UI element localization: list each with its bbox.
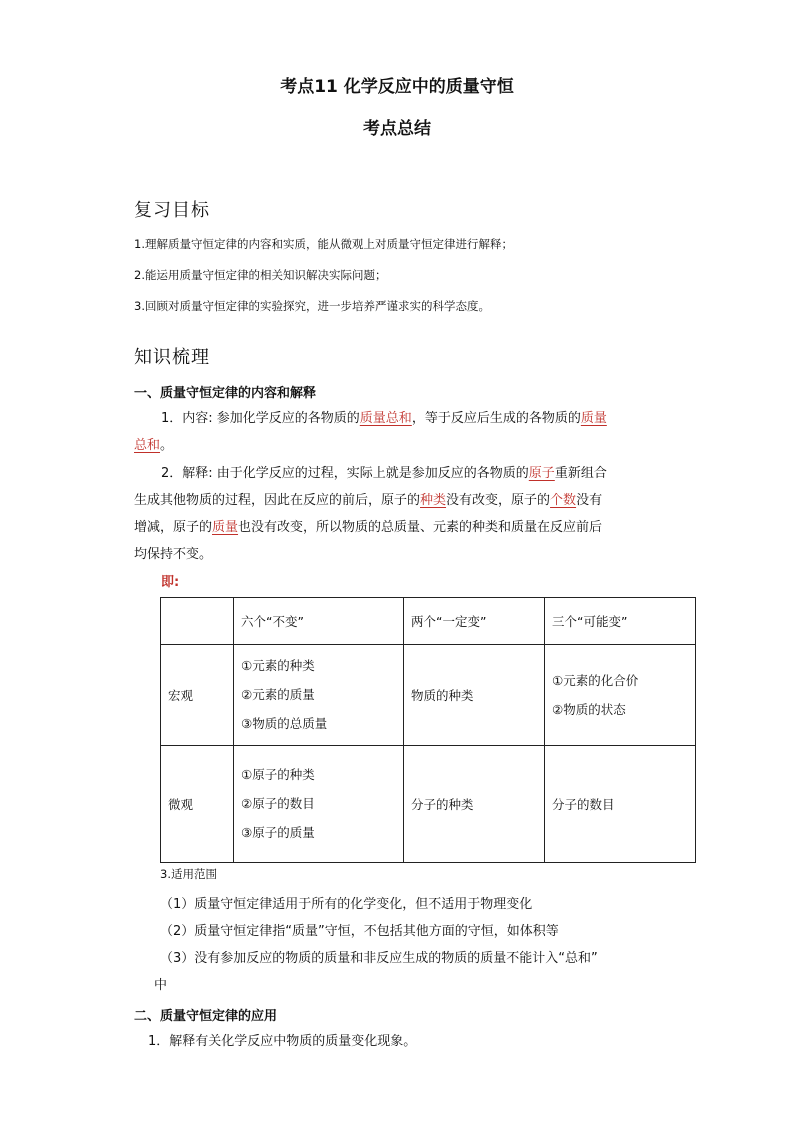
table-cell [545,645,696,746]
list-item: ②元素的质量 [241,687,315,702]
content-paragraph-line-1: 1．内容: 参加化学反应的各物质的质量总和，等于反应后生成的各物质的质量 [161,411,607,426]
table-header-cell: 两个“一定变” [404,598,545,645]
table-cell: 物质的种类 [404,645,545,746]
table-row-label: 宏观 [161,645,234,746]
table-cell: 分子的数目 [545,746,696,863]
content-paragraph-line-2: 总和。 [134,438,174,453]
list-item: ②物质的状态 [552,701,626,717]
explain-paragraph-line-2: 生成其他物质的过程，因此在反应的前后，原子的种类没有改变，原子的个数没有 [134,493,603,508]
section1-heading: 一、质量守恒定律的内容和解释 [134,386,317,401]
table-cell [234,746,404,863]
section2-item-1: 1．解释有关化学反应中物质的质量变化现象。 [148,1034,417,1049]
table-cell [234,645,404,746]
table-header-row [161,598,696,645]
explain-paragraph-line-3: 增减，原子的质量也没有改变，所以物质的总质量、元素的种类和质量在反应前后 [134,520,603,535]
list-item: ③物质的总质量 [241,716,328,731]
answer-atom: 原子 [528,466,555,481]
table-row [161,645,696,746]
list-item: ①原子的种类 [241,767,315,782]
page-subtitle: 考点总结 [363,119,431,139]
scope-heading: 3.适用范围 [160,867,217,881]
answer-count: 个数 [550,493,577,508]
answer-mass: 质量 [212,520,239,535]
scope-item-2: （2）质量守恒定律指“质量”守恒，不包括其他方面的守恒，如体积等 [160,924,559,939]
list-item: ③原子的质量 [241,825,315,840]
section2-heading: 二、质量守恒定律的应用 [134,1009,278,1024]
table-header-cell: 三个“可能变” [545,598,696,645]
answer-kind: 种类 [420,493,447,508]
page-title: 考点11 化学反应中的质量守恒 [280,77,514,97]
scope-item-1: （1）质量守恒定律适用于所有的化学变化，但不适用于物理变化 [160,897,533,912]
list-item: ①元素的种类 [241,658,315,673]
list-item: ①元素的化合价 [552,672,639,688]
conservation-table [160,597,696,863]
review-heading: 复习目标 [134,200,210,221]
scope-item-3-wrap: 中 [154,978,168,993]
knowledge-heading: 知识梳理 [134,347,210,368]
review-item-2: 2.能运用质量守恒定律的相关知识解决实际问题； [134,268,387,282]
review-item-1: 1.理解质量守恒定律的内容和实质，能从微观上对质量守恒定律进行解释； [134,237,513,251]
explain-paragraph-line-4: 均保持不变。 [134,547,213,562]
ji-label: 即: [161,575,180,590]
review-item-3: 3.回顾对质量守恒定律的实验探究，进一步培养严谨求实的科学态度。 [134,299,490,313]
table-header-cell: 六个“不变” [234,598,404,645]
list-item: ②原子的数目 [241,796,315,811]
table-cell: 分子的种类 [404,746,545,863]
table-row-label: 微观 [161,746,234,863]
scope-item-3: （3）没有参加反应的物质的质量和非反应生成的物质的质量不能计入“总和” [160,951,598,966]
answer-mass-sum-2a: 质量 [580,411,607,426]
answer-mass-sum: 质量总和 [359,411,412,426]
answer-mass-sum-2b: 总和 [134,438,161,453]
table-row [161,746,696,863]
table-header-cell [161,598,234,645]
explain-paragraph-line-1: 2．解释: 由于化学反应的过程，实际上就是参加反应的各物质的原子重新组合 [161,466,607,481]
